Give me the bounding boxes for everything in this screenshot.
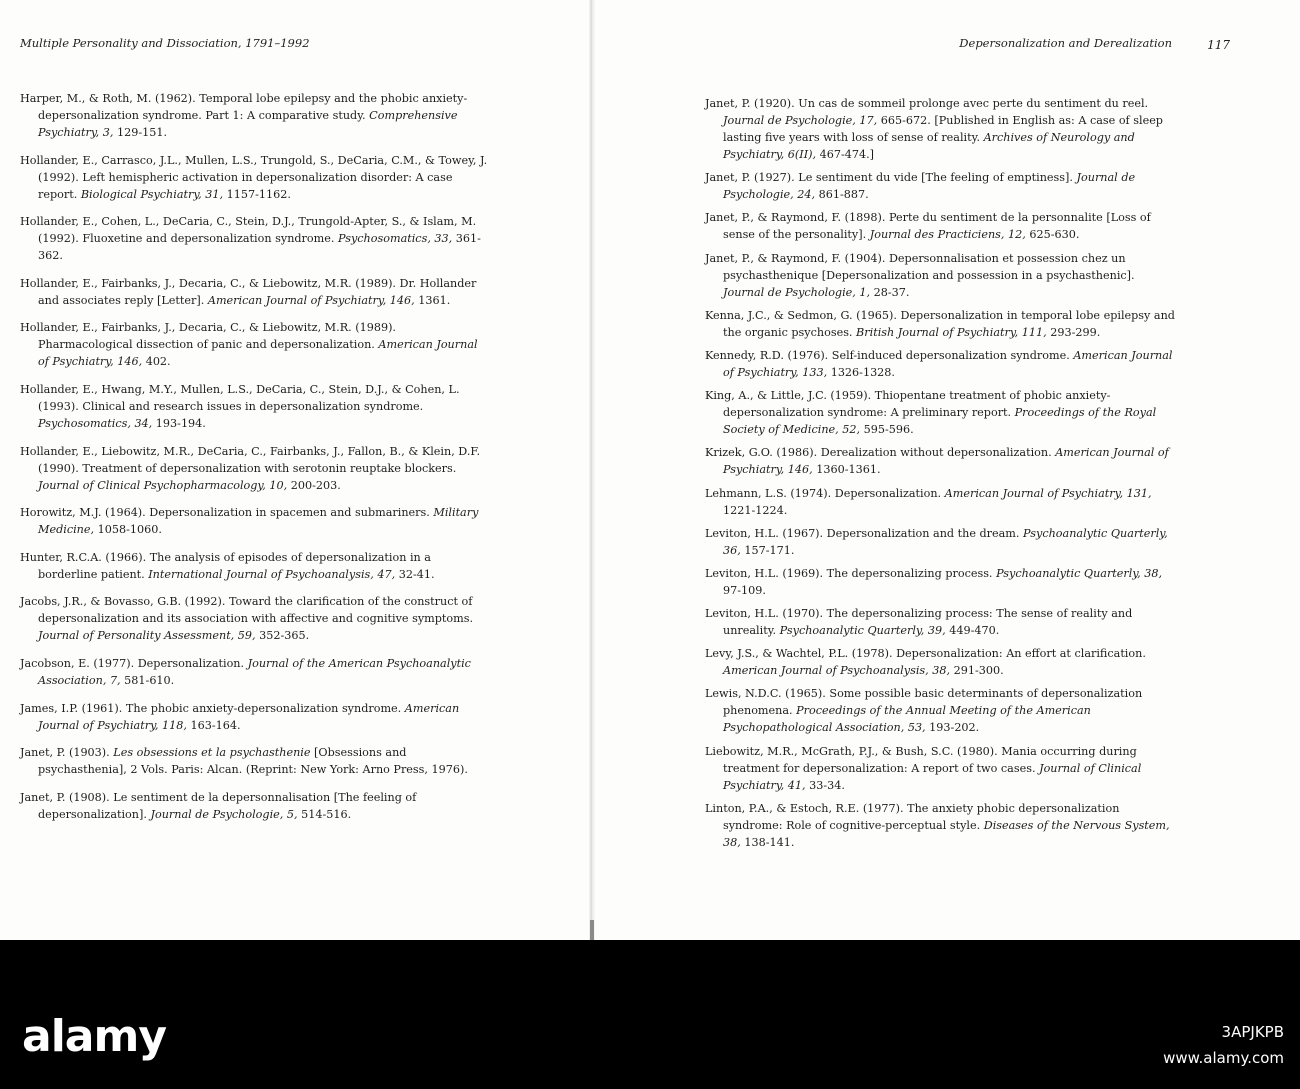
reference-source: Journal de Psychologie, 5, (150, 807, 298, 821)
reference-text: 467-474.] (816, 148, 875, 161)
reference-text: 97-109. (723, 583, 766, 597)
reference-text: King, A., & Little, J.C. (1959). Thiopentane treatment of phobic anxiety-depersonalization syndrome: A preliminary report. (705, 389, 1111, 420)
reference-entry (20, 700, 490, 734)
reference-entry (705, 605, 1175, 639)
reference-entry (705, 525, 1175, 559)
right-page (592, 0, 1300, 940)
reference-text: 402. (142, 355, 171, 369)
reference-text: Jacobs, J.R., & Bovasso, G.B. (1992). Toward the clarification of the construct of depersonalization and its association with affective and cognitive symptoms. (20, 595, 474, 626)
reference-source: Journal de Psychologie, 24, (723, 171, 1136, 202)
reference-text: Linton, P.A., & Estoch, R.E. (1977). The anxiety phobic depersonalization syndrome: Role of cognitive-perceptual style. (705, 801, 1120, 832)
reference-text: 1326-1328. (827, 365, 895, 379)
right-reference-list (705, 95, 1175, 857)
reference-text: [Obsessions and psychasthenia], 2 Vols. Paris: Alcan. (Reprint: New York: Arno Press, 1976). (38, 746, 468, 777)
reference-source: Comprehensive Psychiatry, 3, (38, 109, 458, 139)
reference-text: Leviton, H.L. (1967). Depersonalization and the dream. (705, 526, 1024, 540)
reference-source: Journal de Psychologie, 17, (723, 114, 878, 127)
reference-source: Journal of Personality Assessment, 59, (38, 629, 256, 643)
reference-entry (705, 743, 1175, 794)
reference-text: 157-171. (740, 543, 795, 557)
reference-text: 1360-1361. (812, 463, 881, 477)
reference-text: Lewis, N.D.C. (1965). Some possible basic determinants of depersonalization phenomena. (705, 687, 1143, 718)
reference-text: 291-300. (950, 664, 1004, 678)
reference-text: 163-164. (186, 718, 241, 732)
reference-text: 595-596. (860, 423, 914, 437)
watermark-footer (0, 1004, 1300, 1089)
reference-entry (705, 685, 1175, 736)
reference-text: 129-151. (113, 126, 168, 139)
reference-text: Janet, P., & Raymond, F. (1904). Depersonnalisation et possession chez un psychasthenique [Depersonalization and possession in a psychasthenic]. (705, 251, 1135, 282)
reference-text: 28-37. (870, 285, 910, 299)
reference-text: 361-362. (38, 232, 481, 263)
reference-source: Biological Psychiatry, 31, (80, 187, 224, 201)
reference-text: Leviton, H.L. (1970). The depersonalizing process: The sense of reality and unreality. (705, 607, 1133, 638)
image-code: 3APJKPB (1221, 1023, 1284, 1041)
reference-entry (705, 169, 1175, 203)
reference-text: Hollander, E., Hwang, M.Y., Mullen, L.S., DeCaria, C., Stein, D.J., & Cohen, L. (1993). Clinical and research issues in depersonalization syndrome. (20, 382, 460, 413)
reference-entry (20, 789, 490, 823)
reference-text: 352-365. (255, 629, 310, 643)
reference-text: Harper, M., & Roth, M. (1962). Temporal lobe epilepsy and the phobic anxiety-depersonalization syndrome. Part 1: A comparative study. (20, 92, 468, 122)
reference-source: Archives of Neurology and Psychiatry, 6(II), (723, 131, 1135, 161)
reference-text: 193-194. (152, 416, 206, 430)
reference-entry (20, 90, 490, 141)
reference-source: Psychosomatics, 34, (38, 416, 153, 430)
reference-text: 1361. (414, 293, 451, 307)
reference-entry (20, 319, 490, 370)
reference-text: Janet, P. (1903). (20, 746, 114, 760)
reference-source: Proceedings of the Annual Meeting of the American Psychopathological Association, 53, (723, 704, 1091, 735)
reference-text: 861-887. (815, 188, 869, 202)
reference-text: Liebowitz, M.R., McGrath, P.J., & Bush, S.C. (1980). Mania occurring during treatment for depersonalization: A report of two cases. (705, 744, 1137, 775)
reference-text: Hollander, E., Carrasco, J.L., Mullen, L.S., Trungold, S., DeCaria, C.M., & Towey, J. (1992). Left hemispheric activation in depersonalization disorder: A case report. (20, 153, 488, 201)
reference-text: Janet, P. (1927). Le sentiment du vide [The feeling of emptiness]. (705, 171, 1077, 185)
reference-source: Psychoanalytic Quarterly, 39, (779, 624, 946, 638)
book-gutter (589, 0, 595, 940)
reference-text: Hollander, E., Fairbanks, J., Decaria, C., & Liebowitz, M.R. (1989). Pharmacological dissection of panic and depersonalization. (20, 321, 396, 352)
reference-source: Journal de Psychologie, 1, (723, 285, 871, 299)
watermark-url: www.alamy.com (1163, 1049, 1284, 1067)
left-page (0, 0, 592, 940)
reference-source: American Journal of Psychiatry, 146, (723, 446, 1169, 477)
reference-text: 625-630. (1025, 228, 1080, 242)
reference-text: Kenna, J.C., & Sedmon, G. (1965). Depersonalization in temporal lobe epilepsy and the organic psychoses. (705, 308, 1175, 339)
reference-entry (20, 381, 490, 432)
reference-entry (20, 549, 490, 583)
reference-text: Kennedy, R.D. (1976). Self-induced depersonalization syndrome. (705, 348, 1074, 362)
reference-entry (705, 387, 1175, 438)
reference-entry (705, 565, 1175, 599)
reference-entry (705, 307, 1175, 341)
reference-text: 138-141. (740, 835, 795, 849)
reference-source: Journal of Clinical Psychiatry, 41, (723, 761, 1142, 792)
reference-source: American Journal of Psychoanalysis, 38, (723, 664, 951, 678)
reference-source: American Journal of Psychiatry, 133, (723, 348, 1173, 379)
reference-source: American Journal of Psychiatry, 118, (38, 701, 460, 732)
reference-text: Krizek, G.O. (1986). Derealization without depersonalization. (705, 446, 1056, 460)
reference-text: 32-41. (395, 567, 435, 581)
reference-source: Psychoanalytic Quarterly, 36, (723, 526, 1168, 557)
reference-entry (705, 444, 1175, 478)
reference-text: Hollander, E., Fairbanks, J., Decaria, C., & Liebowitz, M.R. (1989). Dr. Hollander and associates reply [Letter]. (20, 276, 477, 307)
reference-entry (20, 275, 490, 309)
reference-entry (20, 593, 490, 644)
reference-text: 33-34. (805, 778, 845, 792)
reference-text: Hollander, E., Cohen, L., DeCaria, C., Stein, D.J., Trungold-Apter, S., & Islam, M. (1992). Fluoxetine and depersonalization syndrome. (20, 215, 477, 246)
page-number: 117 (1207, 38, 1230, 52)
reference-entry (20, 655, 490, 689)
reference-source: Les obsessions et la psychasthenie (113, 746, 311, 760)
reference-text: Leviton, H.L. (1969). The depersonalizing process. (705, 566, 997, 580)
reference-entry (705, 800, 1175, 851)
reference-text: 1157-1162. (223, 187, 291, 201)
reference-source: Proceedings of the Royal Society of Medicine, 52, (723, 406, 1157, 437)
reference-text: Hunter, R.C.A. (1966). The analysis of episodes of depersonalization in a borderline patient. (20, 550, 431, 581)
reference-entry (20, 443, 490, 494)
reference-source: American Journal of Psychiatry, 146, (207, 293, 415, 307)
reference-text: Horowitz, M.J. (1964). Depersonalization in spacemen and submariners. (20, 506, 434, 520)
reference-text: 200-203. (287, 478, 341, 492)
right-running-header: Depersonalization and Derealization (959, 36, 1172, 50)
reference-entry (705, 250, 1175, 301)
reference-source: Military Medicine, (38, 506, 479, 537)
reference-entry (20, 504, 490, 538)
reference-source: Journal of Clinical Psychopharmacology, 10, (38, 478, 288, 492)
reference-source: Psychosomatics, 33, (337, 232, 453, 246)
alamy-logo: alamy (22, 1011, 166, 1062)
reference-entry (20, 213, 490, 264)
reference-text: Janet, P. (1908). Le sentiment de la depersonnalisation [The feeling of depersonalization]. (20, 790, 417, 821)
reference-source: Diseases of the Nervous System, 38, (723, 818, 1170, 849)
scan-border (0, 940, 1300, 1004)
reference-text: 193-202. (925, 721, 980, 735)
reference-entry (20, 744, 490, 778)
reference-text: James, I.P. (1961). The phobic anxiety-depersonalization syndrome. (20, 701, 405, 715)
reference-source: Psychoanalytic Quarterly, 38, (996, 566, 1163, 580)
reference-source: Journal des Practiciens, 12, (869, 228, 1026, 242)
reference-text: 293-299. (1046, 325, 1101, 339)
reference-text: 1058-1060. (94, 523, 162, 537)
reference-text: 665-672. [Published in English as: A case of sleep lasting five years with loss of sense of reality. (723, 114, 1163, 144)
reference-entry (705, 209, 1175, 243)
gutter-shadow (590, 920, 594, 940)
reference-text: Janet, P., & Raymond, F. (1898). Perte du sentiment de la personnalite [Loss of sense of the personality]. (705, 211, 1151, 242)
reference-text: Jacobson, E. (1977). Depersonalization. (20, 656, 248, 670)
reference-entry (705, 347, 1175, 381)
reference-source: Journal of the American Psychoanalytic Association, 7, (38, 656, 471, 687)
reference-text: Lehmann, L.S. (1974). Depersonalization. (705, 486, 945, 500)
reference-entry (705, 645, 1175, 679)
reference-entry (20, 152, 490, 203)
left-reference-list (20, 90, 490, 833)
reference-text: 449-470. (945, 624, 1000, 638)
reference-text: Levy, J.S., & Wachtel, P.L. (1978). Depersonalization: An effort at clarification. (705, 647, 1146, 661)
reference-text: 581-610. (120, 673, 175, 687)
reference-entry (705, 485, 1175, 519)
reference-text: 514-516. (297, 807, 352, 821)
reference-text: Janet, P. (1920). Un cas de sommeil prolonge avec perte du sentiment du reel. (705, 97, 1149, 110)
reference-text: Hollander, E., Liebowitz, M.R., DeCaria, C., Fairbanks, J., Fallon, B., & Klein, D.F. (1990). Treatment of depersonalization with serotonin reuptake blockers. (20, 444, 481, 475)
reference-text: 1221-1224. (723, 503, 788, 517)
reference-source: British Journal of Psychiatry, 111, (856, 325, 1047, 339)
reference-entry (705, 95, 1175, 163)
reference-source: International Journal of Psychoanalysis, 47, (148, 567, 396, 581)
reference-source: American Journal of Psychiatry, 131, (944, 486, 1152, 500)
left-running-header: Multiple Personality and Dissociation, 1791–1992 (20, 36, 310, 50)
reference-source: American Journal of Psychiatry, 146, (38, 338, 478, 369)
